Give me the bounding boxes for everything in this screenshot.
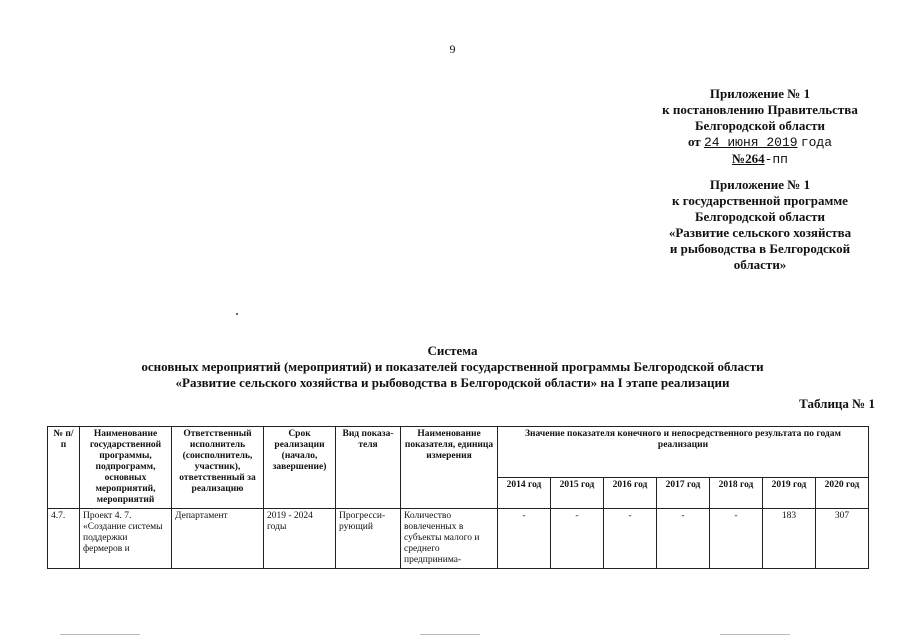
header-term: Срок реализации (начало, завершение) bbox=[264, 427, 336, 509]
scan-speck bbox=[236, 313, 238, 315]
cell-value: 183 bbox=[763, 509, 816, 569]
cell-value: 307 bbox=[816, 509, 869, 569]
scan-edge-mark bbox=[720, 634, 790, 635]
scan-edge-mark bbox=[420, 634, 480, 635]
cell-value: - bbox=[604, 509, 657, 569]
header-year: 2014 год bbox=[498, 478, 551, 509]
appendix-date bbox=[640, 134, 880, 151]
date-suffix: года bbox=[800, 135, 833, 150]
header-year: 2017 год bbox=[657, 478, 710, 509]
number-suffix: -пп bbox=[764, 152, 788, 167]
title-line: «Развитие сельского хозяйства и рыбоводства в Белгородской области» на I этапе реализации bbox=[175, 375, 730, 390]
header-year: 2016 год bbox=[604, 478, 657, 509]
appendix-program-block bbox=[640, 177, 880, 273]
header-year: 2018 год bbox=[710, 478, 763, 509]
cell-indicator: Количество вовлеченных в субъекты малого и среднего предпринима- bbox=[401, 509, 498, 569]
appendix-title: Приложение № 1 bbox=[709, 177, 811, 192]
document-title bbox=[0, 343, 905, 391]
cell-term: 2019 - 2024 годы bbox=[264, 509, 336, 569]
header-executor: Ответственный исполнитель (соисполнитель, участник), ответственный за реализацию bbox=[172, 427, 264, 509]
appendix-line: к государственной программе bbox=[672, 193, 848, 208]
table-header-row bbox=[48, 427, 869, 478]
date-prefix: от bbox=[687, 134, 701, 149]
appendix-resolution-block bbox=[640, 86, 880, 168]
date-value: 24 июня 2019 bbox=[703, 135, 798, 150]
header-year: 2020 год bbox=[816, 478, 869, 509]
appendix-title: Приложение № 1 bbox=[709, 86, 811, 101]
cell-name: Проект 4. 7. «Создание системы поддержки фермеров и bbox=[80, 509, 172, 569]
cell-executor: Департамент bbox=[172, 509, 264, 569]
appendix-line: области» bbox=[733, 257, 787, 272]
header-year: 2015 год bbox=[551, 478, 604, 509]
cell-num: 4.7. bbox=[48, 509, 80, 569]
cell-value: - bbox=[657, 509, 710, 569]
title-line: основных мероприятий (мероприятий) и показателей государственной программы Белгородской области bbox=[141, 359, 764, 374]
appendix-line: «Развитие сельского хозяйства bbox=[668, 225, 852, 240]
table-row bbox=[48, 509, 869, 569]
appendix-line: и рыбоводства в Белгородской bbox=[669, 241, 851, 256]
header-indicator: Наименование показателя, единица измерения bbox=[401, 427, 498, 509]
header-values-group: Значение показателя конечного и непосредственного результата по годам реализации bbox=[498, 427, 869, 478]
scan-edge-mark bbox=[60, 634, 140, 635]
number-prefix: № bbox=[732, 151, 746, 166]
appendix-number bbox=[640, 151, 880, 168]
appendix-line: Белгородской области bbox=[694, 118, 826, 133]
cell-value: - bbox=[498, 509, 551, 569]
indicators-table bbox=[47, 426, 869, 569]
table-label: Таблица № 1 bbox=[799, 396, 875, 411]
header-name: Наименование государственной программы, подпрограмм, основных мероприятий, мероприятий bbox=[80, 427, 172, 509]
header-type: Вид показа-теля bbox=[336, 427, 401, 509]
cell-type: Прогресси-рующий bbox=[336, 509, 401, 569]
cell-value: - bbox=[551, 509, 604, 569]
header-num: № п/п bbox=[48, 427, 80, 509]
page-number: 9 bbox=[449, 42, 456, 56]
title-line: Система bbox=[427, 343, 478, 358]
appendix-line: к постановлению Правительства bbox=[662, 102, 858, 117]
appendix-line: Белгородской области bbox=[694, 209, 826, 224]
header-year: 2019 год bbox=[763, 478, 816, 509]
cell-value: - bbox=[710, 509, 763, 569]
number-value: 264 bbox=[745, 151, 765, 166]
